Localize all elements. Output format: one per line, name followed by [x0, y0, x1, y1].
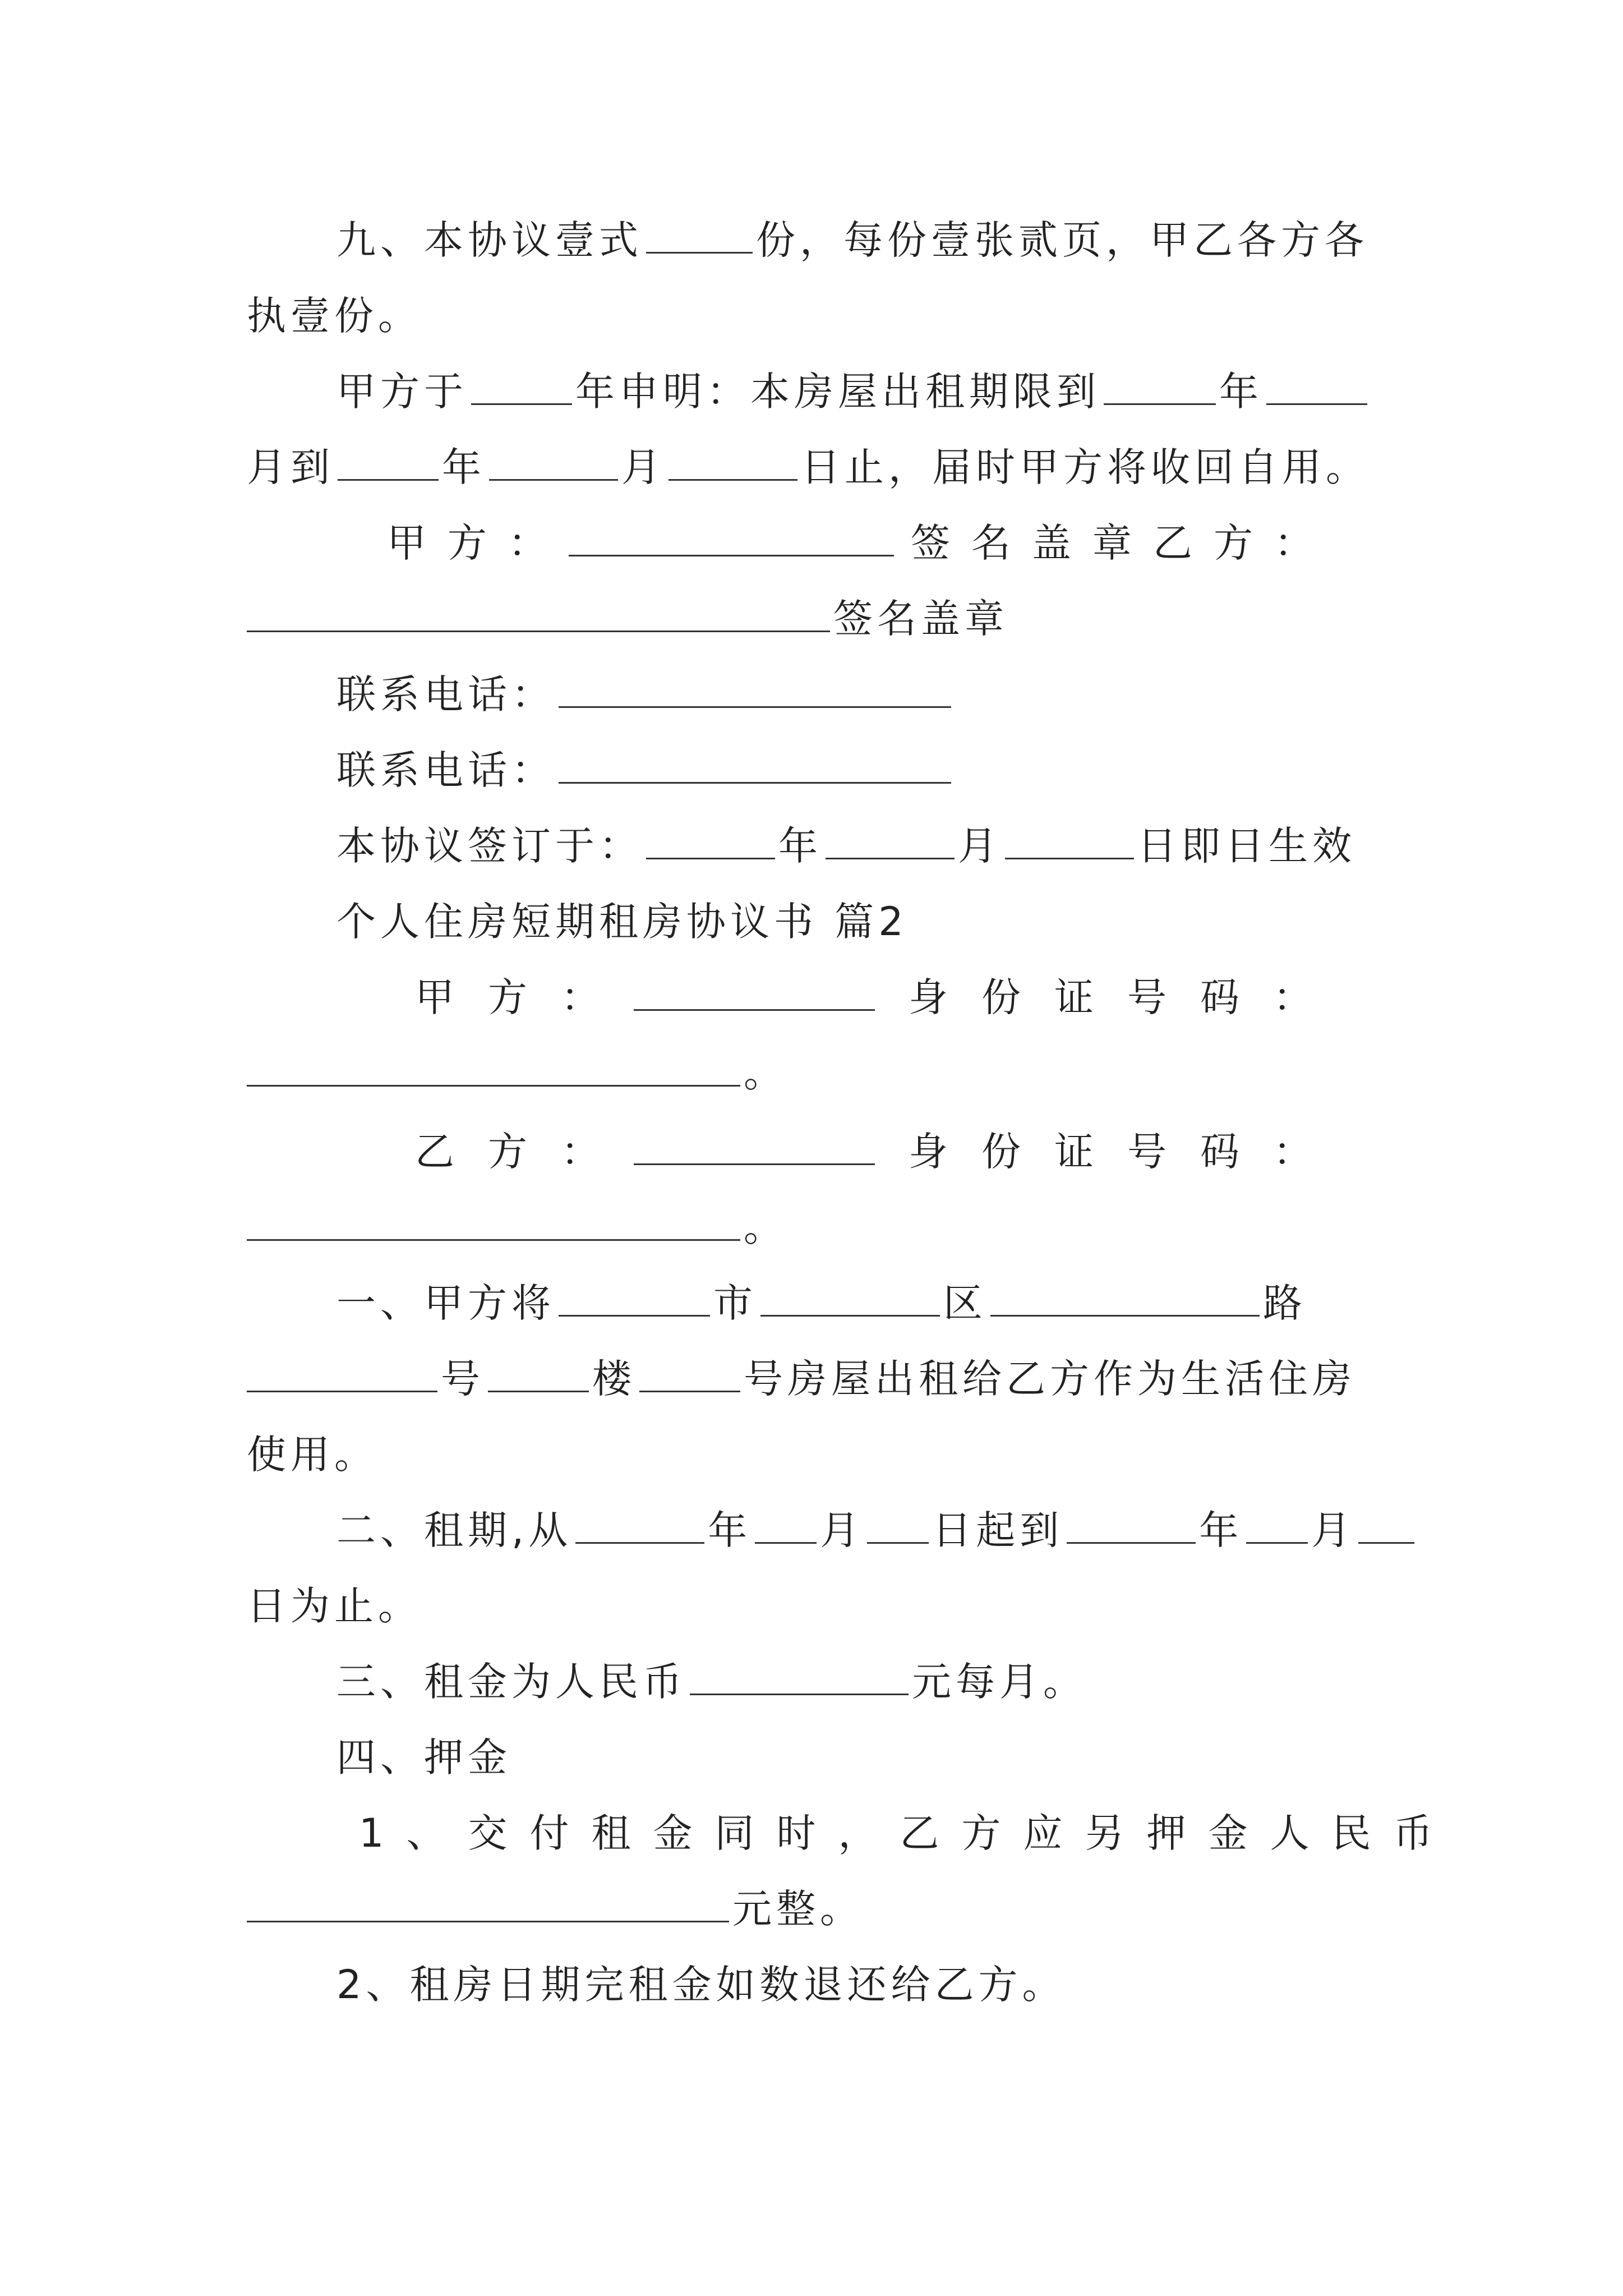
text: 号	[441, 1356, 485, 1402]
text: 月	[1311, 1507, 1355, 1553]
text: 日即日生效	[1137, 823, 1356, 869]
blank-phone[interactable]	[559, 782, 951, 784]
blank-room[interactable]	[639, 1391, 740, 1392]
text: 年申明：本房屋出租期限到	[575, 369, 1100, 415]
signed-date-line	[336, 818, 1356, 874]
text: 联系电话：	[336, 747, 555, 793]
text: 甲方：	[387, 520, 569, 566]
clause-3-line	[336, 1654, 1087, 1710]
text: 。	[744, 1204, 787, 1250]
text: 九、本协议壹式	[336, 217, 643, 263]
text: 使用。	[247, 1432, 378, 1478]
blank-year[interactable]	[1067, 1542, 1196, 1544]
text: 路	[1263, 1280, 1307, 1326]
clause-4-1-cont	[247, 1881, 864, 1937]
clause-1-line-3	[247, 1427, 378, 1483]
text: 月到	[247, 444, 334, 490]
blank-copies[interactable]	[646, 252, 753, 254]
blank-month[interactable]	[1266, 403, 1367, 405]
party-a-id-line	[415, 969, 1346, 1025]
clause-4-title	[336, 1729, 511, 1786]
blank-month[interactable]	[826, 858, 955, 859]
clause-9-line	[336, 212, 1368, 268]
clause-2-line-2	[247, 1578, 422, 1634]
text: 个人住房短期租房协议书 篇2	[336, 899, 908, 945]
signature-line-1	[387, 515, 1335, 571]
text: 乙方：	[415, 1129, 634, 1175]
clause-1-line-2	[247, 1351, 1356, 1407]
blank-party-a-name[interactable]	[634, 1009, 875, 1011]
clause-4-1-line	[359, 1805, 1455, 1861]
blank-number[interactable]	[247, 1391, 437, 1392]
clause-1-line-1	[336, 1275, 1307, 1331]
blank-party-a[interactable]	[569, 555, 894, 556]
blank-year[interactable]	[471, 403, 572, 405]
blank-day[interactable]	[867, 1542, 929, 1544]
text: 签名盖章	[833, 596, 1008, 642]
text: 。	[744, 1050, 787, 1096]
clause-4-2-line	[336, 1957, 1066, 2013]
clause-2-line-1	[336, 1502, 1418, 1558]
text: 甲方：	[415, 974, 634, 1020]
text: 执壹份。	[247, 293, 422, 339]
text: 联系电话：	[336, 671, 555, 717]
text: 二、租期,从	[336, 1507, 573, 1553]
blank-district[interactable]	[760, 1315, 940, 1317]
blank-year[interactable]	[338, 479, 439, 481]
text: 身份证号码：	[909, 974, 1346, 1020]
text: 1、交付租金同时，乙方应另押金人民币	[359, 1810, 1455, 1856]
blank-month[interactable]	[755, 1542, 817, 1544]
text: 楼	[592, 1356, 636, 1402]
text: 一、甲方将	[336, 1280, 555, 1326]
text: 月	[820, 1507, 864, 1553]
text: 日起到	[932, 1507, 1064, 1553]
text: 元整。	[732, 1886, 864, 1932]
blank-id-number[interactable]	[247, 1085, 740, 1087]
blank-year[interactable]	[1104, 403, 1216, 405]
blank-month[interactable]	[489, 479, 618, 481]
text: 本协议签订于：	[336, 823, 643, 869]
blank-rent-amount[interactable]	[690, 1694, 909, 1695]
blank-party-b-name[interactable]	[634, 1163, 875, 1165]
blank-party-b[interactable]	[247, 631, 830, 632]
text: 元每月。	[912, 1659, 1087, 1705]
text: 身份证号码：	[909, 1129, 1346, 1175]
blank-day[interactable]	[1005, 858, 1134, 859]
text: 市	[713, 1280, 757, 1326]
phone-line-2	[336, 742, 955, 798]
clause-9-cont	[247, 288, 422, 344]
party-b-id-cont	[247, 1199, 787, 1255]
notice-line-2	[247, 439, 1370, 495]
text: 年	[778, 823, 822, 869]
party-a-id-cont	[247, 1045, 787, 1101]
blank-year[interactable]	[575, 1542, 704, 1544]
phone-line-1	[336, 666, 955, 723]
text: 月	[958, 823, 1002, 869]
signature-line-2	[247, 591, 1008, 647]
text: 月	[621, 444, 665, 490]
text: 三、租金为人民币	[336, 1659, 686, 1705]
notice-line-1	[336, 364, 1371, 420]
text: 2、租房日期完租金如数退还给乙方。	[336, 1962, 1066, 2008]
blank-road[interactable]	[990, 1315, 1260, 1317]
section-title	[336, 894, 908, 950]
text: 区	[943, 1280, 987, 1326]
text: 年	[1219, 369, 1263, 415]
text: 四、押金	[336, 1734, 511, 1780]
blank-deposit-amount[interactable]	[247, 1921, 729, 1922]
text: 年	[708, 1507, 752, 1553]
text: 签名盖章乙方：	[911, 520, 1335, 566]
blank-city[interactable]	[559, 1315, 710, 1317]
text: 日止，届时甲方将收回自用。	[801, 444, 1370, 490]
blank-phone[interactable]	[559, 706, 951, 708]
blank-year[interactable]	[646, 858, 775, 859]
text: 份，每份壹张贰页，甲乙各方各	[756, 217, 1368, 263]
blank-id-number[interactable]	[247, 1239, 740, 1241]
blank-building[interactable]	[488, 1391, 589, 1392]
blank-day[interactable]	[1358, 1542, 1414, 1544]
text: 年	[442, 444, 486, 490]
text: 年	[1199, 1507, 1243, 1553]
text: 日为止。	[247, 1583, 422, 1629]
blank-month[interactable]	[1246, 1542, 1308, 1544]
blank-day[interactable]	[668, 479, 797, 481]
text: 甲方于	[336, 369, 468, 415]
party-b-id-line	[415, 1124, 1346, 1180]
text: 号房屋出租给乙方作为生活住房	[744, 1356, 1356, 1402]
